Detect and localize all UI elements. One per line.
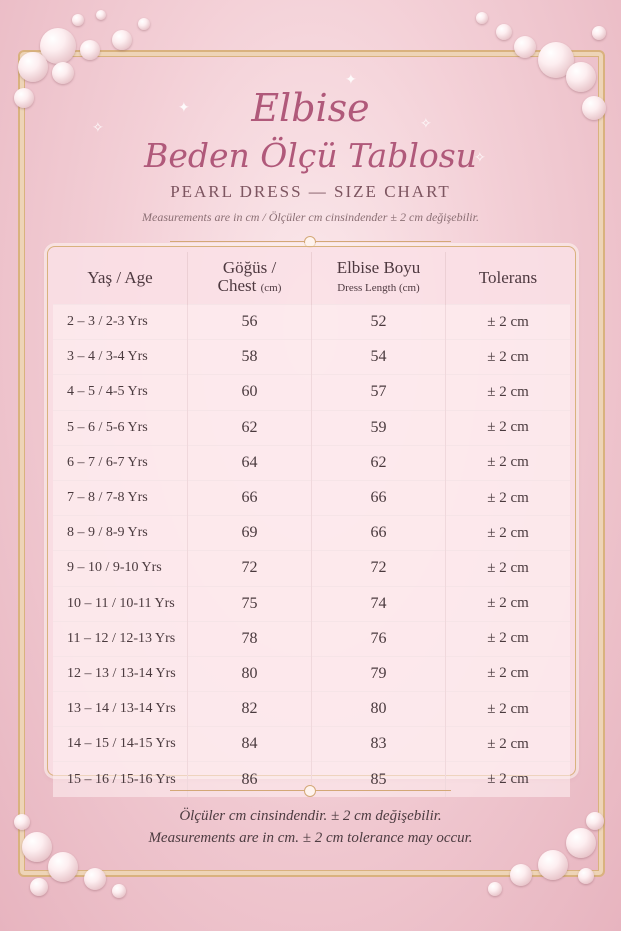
page-subtitle: Beden Ölçü Tablosu: [144, 136, 477, 175]
measurement-note: Measurements are in cm / Ölçüler cm cinsindender ± 2 cm değişebilir.: [142, 210, 479, 224]
table-row: [53, 586, 570, 621]
length-cell: 52: [312, 305, 446, 340]
sparkle-icon: ✧: [420, 116, 432, 132]
table-row: [53, 656, 570, 691]
chest-cell: 69: [188, 516, 312, 551]
age-cell: 4 – 5 / 4-5 Yrs: [53, 375, 188, 410]
age-cell: 7 – 8 / 7-8 Yrs: [53, 480, 188, 515]
table-row: [53, 621, 570, 656]
table-row: [53, 692, 570, 727]
tolerance-cell: ± 2 cm: [446, 656, 571, 691]
table-row: [53, 551, 570, 586]
column-header-length: [312, 252, 446, 305]
sparkle-icon: ✧: [92, 120, 104, 136]
chest-cell: 75: [188, 586, 312, 621]
length-cell: 72: [312, 551, 446, 586]
tolerance-header-label: Tolerans: [478, 268, 538, 287]
tolerance-cell: ± 2 cm: [446, 305, 571, 340]
sparkle-icon: ✦: [345, 72, 357, 88]
length-cell: 76: [312, 621, 446, 656]
chest-cell: 64: [188, 445, 312, 480]
tolerance-cell: ± 2 cm: [446, 621, 571, 656]
age-cell: 6 – 7 / 6-7 Yrs: [53, 445, 188, 480]
length-cell: 85: [312, 762, 446, 797]
length-header-line1: Elbise Boyu: [336, 258, 421, 277]
tolerance-cell: ± 2 cm: [446, 375, 571, 410]
column-header-age-label: Yaş / Age: [87, 268, 153, 287]
age-cell: 9 – 10 / 9-10 Yrs: [53, 551, 188, 586]
footer-note-english: Measurements are in cm. ± 2 cm tolerance may occur.: [148, 830, 473, 846]
column-header-age: [53, 252, 188, 305]
age-cell: 14 – 15 / 14-15 Yrs: [53, 727, 188, 762]
chart-label: PEARL DRESS — SIZE CHART: [170, 182, 451, 201]
age-cell: 2 – 3 / 2-3 Yrs: [53, 305, 188, 340]
chest-header-line2: Chest: [217, 276, 257, 295]
age-cell: 15 – 16 / 15-16 Yrs: [53, 762, 188, 797]
table-row: [53, 375, 570, 410]
table-row: [53, 445, 570, 480]
table-row: [53, 727, 570, 762]
chest-header-unit: (cm): [260, 282, 282, 294]
tolerance-cell: ± 2 cm: [446, 692, 571, 727]
length-cell: 59: [312, 410, 446, 445]
length-cell: 54: [312, 340, 446, 375]
sparkle-icon: ✦: [178, 100, 190, 116]
chest-header-line1: Göğüs /: [222, 258, 277, 277]
tolerance-cell: ± 2 cm: [446, 410, 571, 445]
table-header-row: [53, 252, 570, 305]
length-cell: 66: [312, 480, 446, 515]
chest-cell: 62: [188, 410, 312, 445]
age-cell: 3 – 4 / 3-4 Yrs: [53, 340, 188, 375]
ornament-divider-bottom: [170, 790, 451, 801]
chest-cell: 72: [188, 551, 312, 586]
size-table: [53, 252, 570, 797]
age-cell: 13 – 14 / 13-14 Yrs: [53, 692, 188, 727]
chest-cell: 78: [188, 621, 312, 656]
table-row: [53, 340, 570, 375]
sparkle-icon: ✧: [474, 150, 486, 166]
chest-cell: 86: [188, 762, 312, 797]
length-cell: 79: [312, 656, 446, 691]
age-cell: 12 – 13 / 13-14 Yrs: [53, 656, 188, 691]
column-header-tolerance: [446, 252, 571, 305]
chest-cell: 82: [188, 692, 312, 727]
tolerance-cell: ± 2 cm: [446, 586, 571, 621]
tolerance-cell: ± 2 cm: [446, 762, 571, 797]
tolerance-cell: ± 2 cm: [446, 340, 571, 375]
tolerance-cell: ± 2 cm: [446, 445, 571, 480]
length-header-line2: Dress Length (cm): [337, 282, 420, 294]
table-row: [53, 480, 570, 515]
age-cell: 11 – 12 / 12-13 Yrs: [53, 621, 188, 656]
length-cell: 83: [312, 727, 446, 762]
chest-cell: 60: [188, 375, 312, 410]
age-cell: 5 – 6 / 5-6 Yrs: [53, 410, 188, 445]
chest-cell: 58: [188, 340, 312, 375]
tolerance-cell: ± 2 cm: [446, 480, 571, 515]
length-cell: 62: [312, 445, 446, 480]
chest-cell: 56: [188, 305, 312, 340]
page-title: Elbise: [251, 86, 370, 130]
tolerance-cell: ± 2 cm: [446, 516, 571, 551]
tolerance-cell: ± 2 cm: [446, 727, 571, 762]
age-cell: 10 – 11 / 10-11 Yrs: [53, 586, 188, 621]
chest-cell: 66: [188, 480, 312, 515]
table-row: [53, 516, 570, 551]
age-cell: 8 – 9 / 8-9 Yrs: [53, 516, 188, 551]
length-cell: 66: [312, 516, 446, 551]
length-cell: 57: [312, 375, 446, 410]
size-table-panel: [47, 246, 576, 788]
length-cell: 80: [312, 692, 446, 727]
length-cell: 74: [312, 586, 446, 621]
chest-cell: 84: [188, 727, 312, 762]
tolerance-cell: ± 2 cm: [446, 551, 571, 586]
chest-cell: 80: [188, 656, 312, 691]
column-header-chest: [188, 252, 312, 305]
table-row: [53, 305, 570, 340]
table-row: [53, 410, 570, 445]
footer-note-turkish: Ölçüler cm cinsindendir. ± 2 cm değişebilir.: [179, 808, 442, 824]
